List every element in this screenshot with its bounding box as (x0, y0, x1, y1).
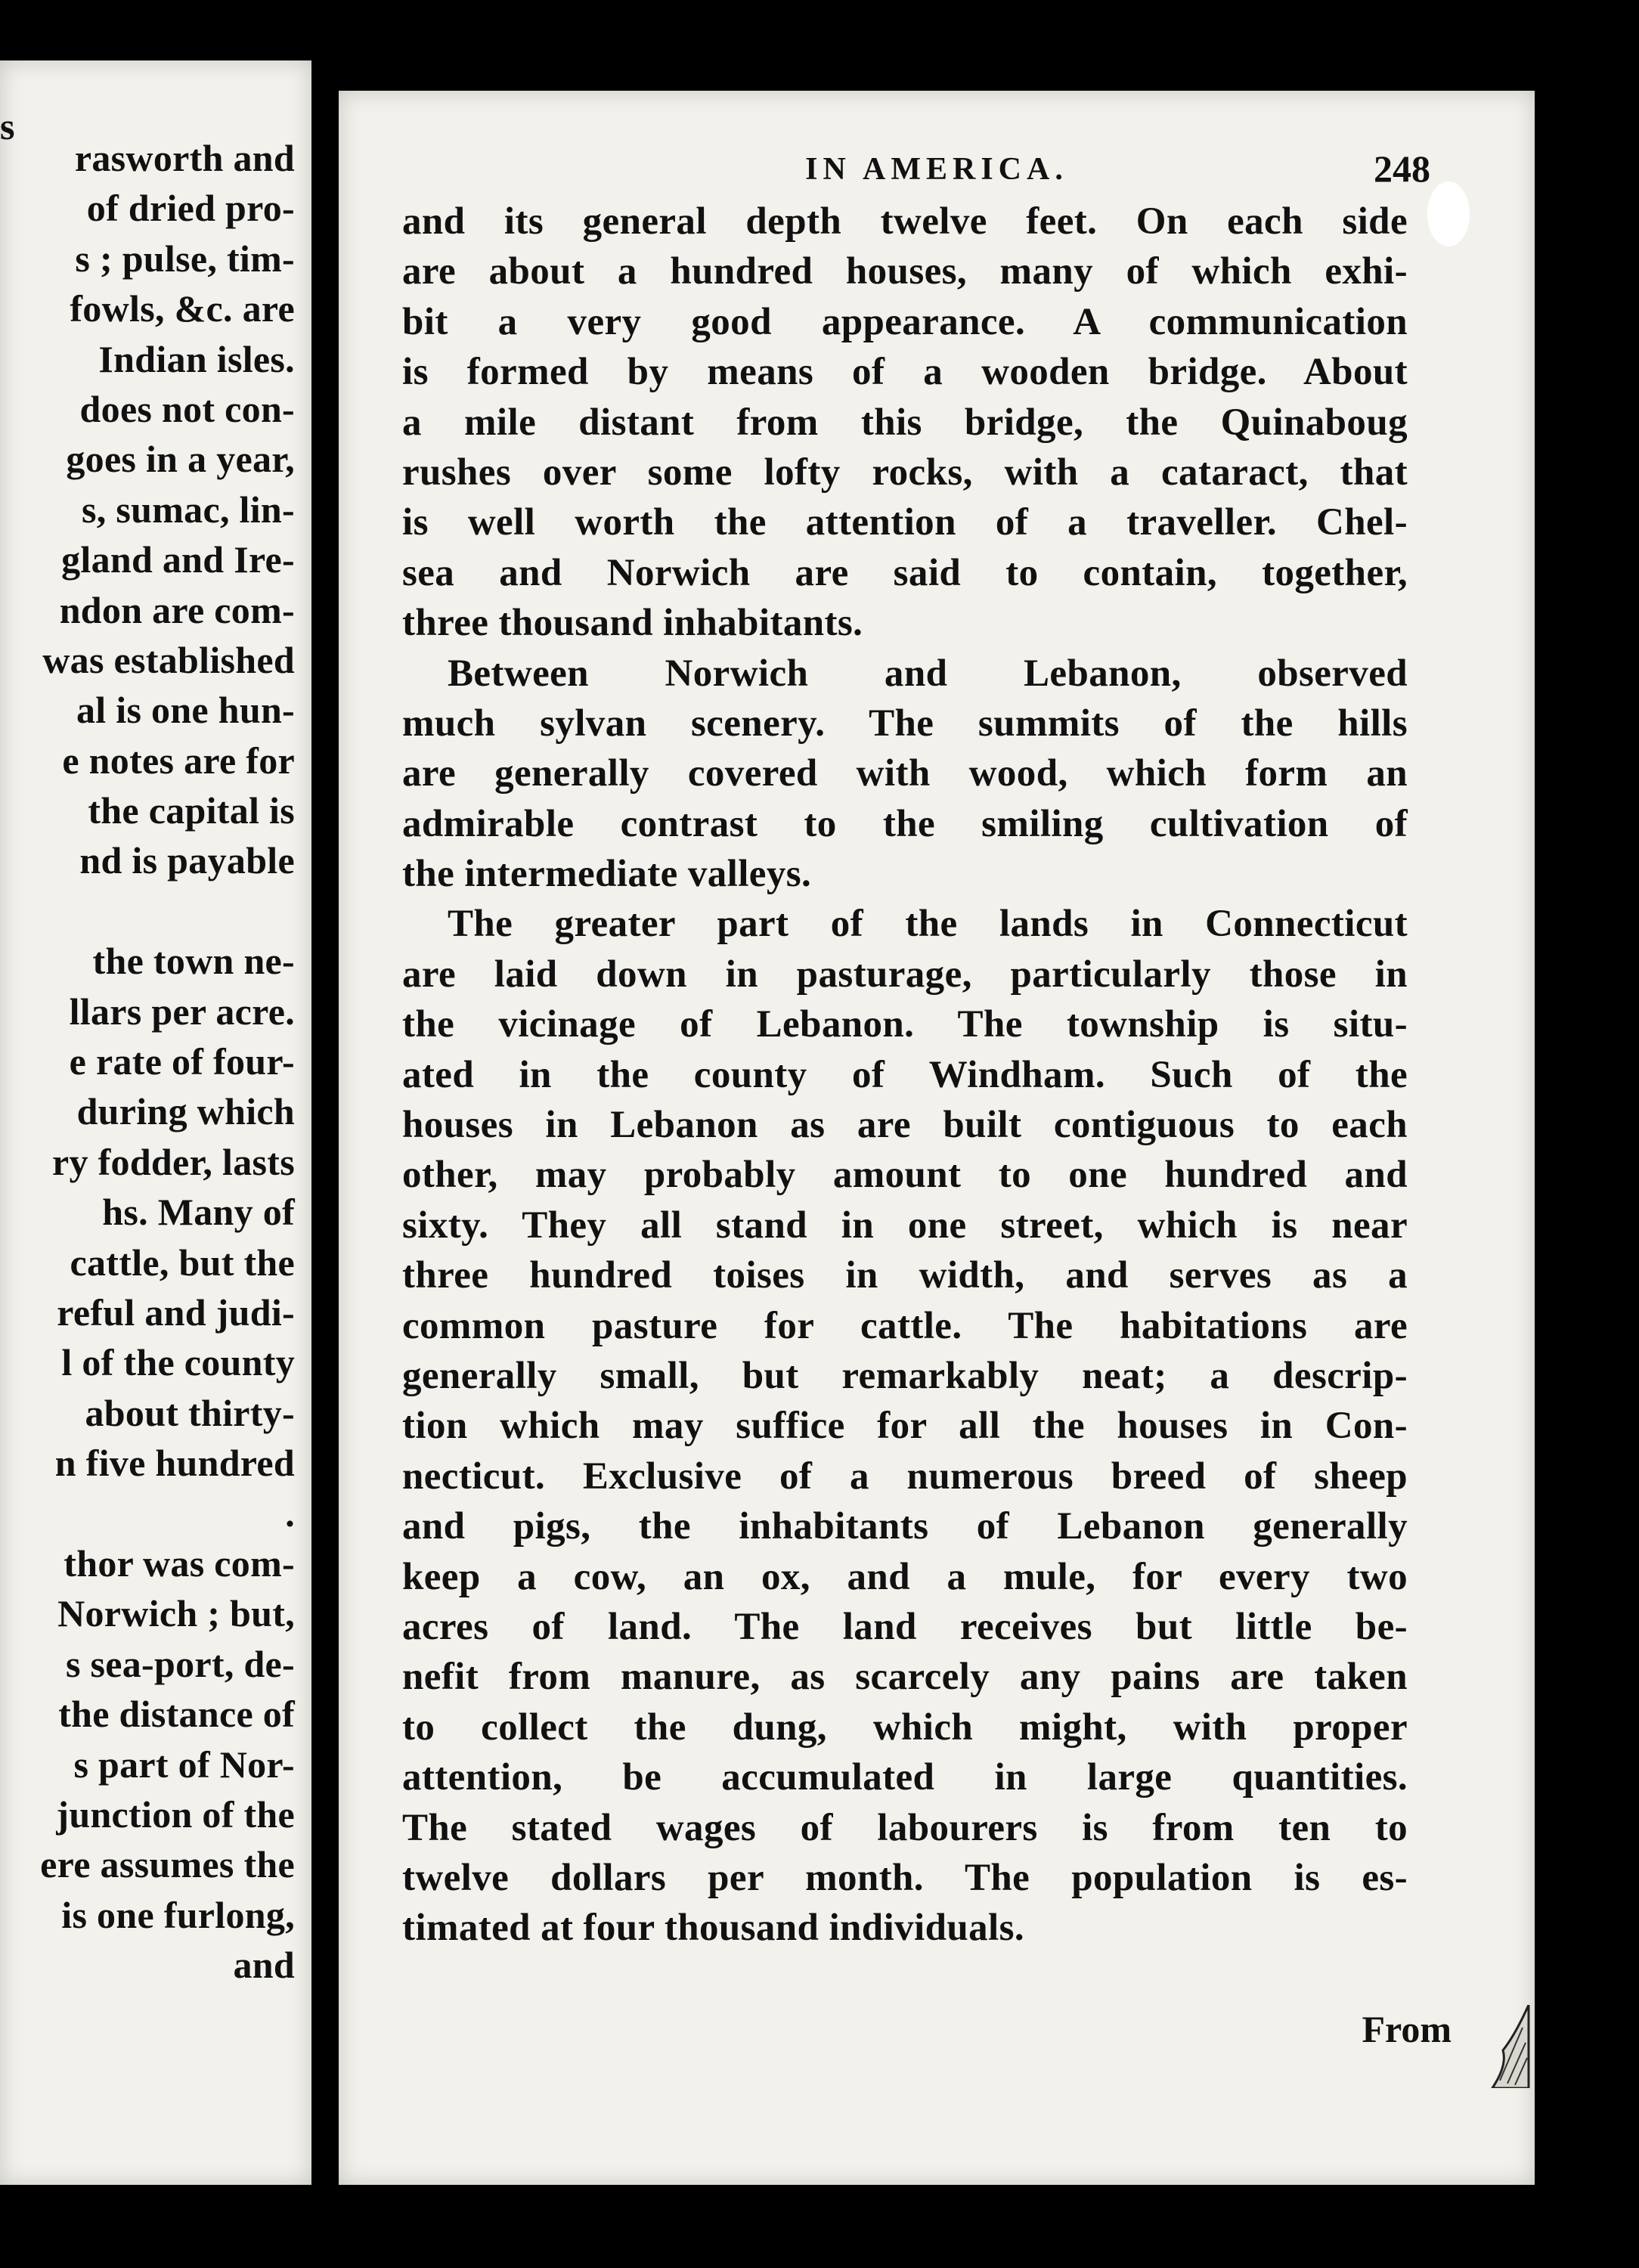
text-line: generally small, but remarkably neat; a descrip- (402, 1354, 1408, 1397)
text-line: rushes over some lofty rocks, with a cataract, that (402, 451, 1408, 494)
page-number: 248 (1374, 147, 1430, 190)
left-page-line: the town ne- (92, 940, 295, 983)
text-line: The stated wages of labourers is from ten to (402, 1806, 1408, 1849)
left-page-line: s sea-port, de- (65, 1642, 295, 1685)
left-page-line: fowls, &c. are (70, 287, 295, 330)
left-page-line: cattle, but the (70, 1241, 295, 1284)
left-page-line: llars per acre. (69, 990, 295, 1033)
text-line: and its general depth twelve feet. On each side (402, 200, 1408, 243)
page-header (339, 142, 1535, 203)
left-page-line: of dried pro- (86, 187, 295, 230)
left-page-line: does not con- (79, 387, 295, 430)
left-page-line: Norwich ; but, (57, 1592, 295, 1635)
left-page-text (8, 133, 295, 1990)
text-line: much sylvan scenery. The summits of the hills (402, 702, 1408, 745)
body-text (402, 197, 1408, 1954)
left-page-line: is one furlong, (61, 1893, 295, 1936)
text-line: Between Norwich and Lebanon, observed (448, 652, 1408, 695)
left-page-line: s, sumac, lin- (81, 488, 295, 531)
left-page-line: and (233, 1944, 295, 1987)
catchword: From (1362, 2008, 1452, 2050)
left-page-line: hs. Many of (102, 1191, 295, 1234)
text-line: bit a very good appearance. A communication (402, 300, 1408, 343)
text-line: the vicinage of Lebanon. The township is situ- (402, 1003, 1408, 1046)
left-page-line: during which (76, 1090, 295, 1133)
text-line: three hundred toises in width, and serves as a (402, 1254, 1408, 1297)
text-line: tion which may suffice for all the houses in Con- (402, 1405, 1408, 1448)
text-line: is formed by means of a wooden bridge. About (402, 351, 1408, 394)
text-line: are about a hundred houses, many of which exhi- (402, 250, 1408, 293)
text-line: common pasture for cattle. The habitations are (402, 1304, 1408, 1347)
text-line: a mile distant from this bridge, the Quinaboug (402, 401, 1408, 444)
text-line: is well worth the attention of a traveller. Chel- (402, 501, 1408, 544)
text-line: to collect the dung, which might, with proper (402, 1706, 1408, 1749)
left-page-line: s part of Nor- (73, 1743, 295, 1786)
left-page-line: rasworth and (74, 137, 295, 179)
text-line: sixty. They all stand in one street, which is near (402, 1204, 1408, 1247)
left-page (0, 60, 311, 2185)
left-page-line: the capital is (88, 789, 295, 832)
left-page-line: reful and judi- (57, 1290, 295, 1334)
text-line: necticut. Exclusive of a numerous breed of sheep (402, 1455, 1408, 1498)
left-page-line: l of the county (61, 1341, 295, 1384)
text-line: and pigs, the inhabitants of Lebanon generally (402, 1505, 1408, 1548)
left-page-line: . (285, 1492, 295, 1535)
left-page-header-fragment: s (0, 105, 15, 147)
left-page-line: ry fodder, lasts (51, 1140, 295, 1183)
text-line: twelve dollars per month. The population is es- (402, 1856, 1408, 1899)
left-page-line: e rate of four- (69, 1040, 295, 1083)
left-page-line: e notes are for (62, 739, 295, 782)
left-page-line (8, 886, 295, 936)
running-head: IN AMERICA. (805, 152, 1068, 187)
left-page-line: thor was com- (64, 1541, 295, 1585)
text-line: keep a cow, an ox, and a mule, for every two (402, 1555, 1408, 1598)
left-page-line: was established (42, 638, 295, 681)
text-line: timated at four thousand individuals. (402, 1907, 1024, 1950)
left-page-line: Indian isles. (98, 337, 295, 380)
text-line: are laid down in pasturage, particularly those in (402, 953, 1408, 996)
left-page-line: gland and Ire- (61, 538, 295, 581)
text-line: other, may probably amount to one hundred and (402, 1154, 1408, 1197)
left-page-line: ere assumes the (40, 1843, 295, 1886)
left-page-line: about thirty- (85, 1391, 295, 1434)
page-corner-tear-icon (1485, 2005, 1530, 2088)
left-page-line: s ; pulse, tim- (75, 237, 295, 280)
text-line: admirable contrast to the smiling cultivation of (402, 802, 1408, 845)
text-line: houses in Lebanon as are built contiguous to each (402, 1104, 1408, 1147)
text-line: three thousand inhabitants. (402, 602, 863, 645)
left-page-line: ndon are com- (59, 588, 295, 631)
left-page-line: goes in a year, (66, 438, 295, 481)
text-line: ated in the county of Windham. Such of the (402, 1053, 1408, 1096)
left-page-line: n five hundred (54, 1442, 295, 1485)
text-line: are generally covered with wood, which form an (402, 752, 1408, 795)
right-page (339, 91, 1535, 2185)
left-page-line: nd is payable (79, 839, 295, 882)
text-line: nefit from manure, as scarcely any pains are taken (402, 1656, 1408, 1699)
left-page-line: junction of the (56, 1792, 295, 1836)
left-page-line: al is one hun- (76, 689, 295, 732)
text-line: attention, be accumulated in large quantities. (402, 1756, 1408, 1799)
left-page-line: the distance of (58, 1693, 295, 1736)
text-line: acres of land. The land receives but little be- (402, 1605, 1408, 1648)
text-line: sea and Norwich are said to contain, together, (402, 551, 1408, 594)
text-line: The greater part of the lands in Connecticut (448, 903, 1408, 946)
text-line: the intermediate valleys. (402, 853, 812, 896)
